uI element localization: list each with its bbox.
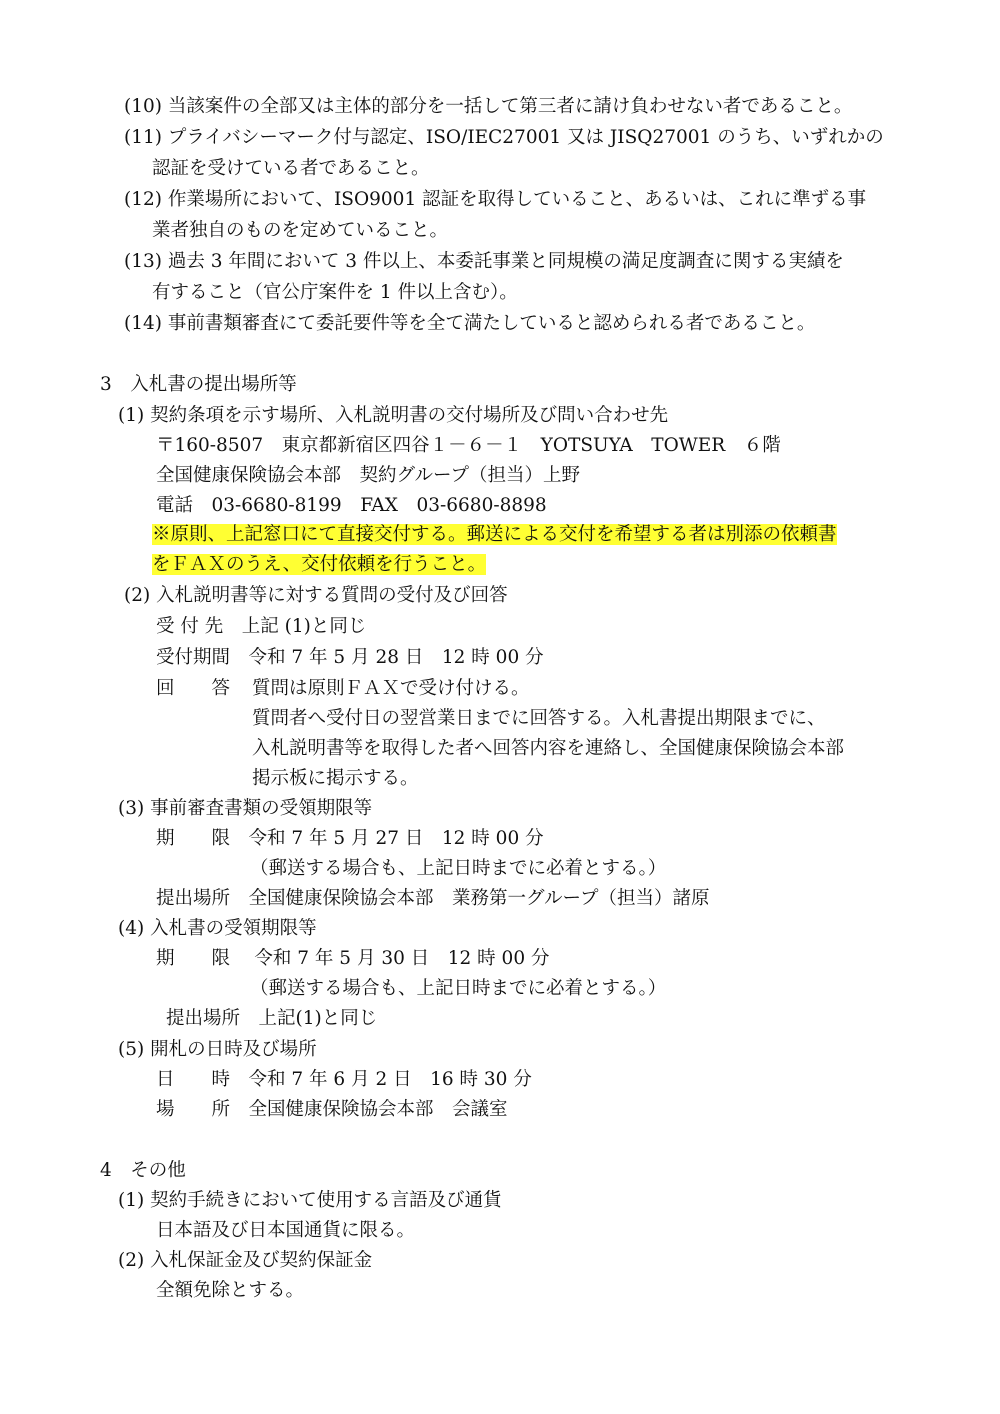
requirement-10: (10) 当該案件の全部又は主体的部分を一括して第三者に請け負わせない者であること。 — [124, 96, 853, 117]
section3-heading: 3 入札書の提出場所等 — [100, 374, 297, 395]
opening-datetime: 日 時 令和 7 年 6 月 2 日 16 時 30 分 — [156, 1069, 532, 1090]
requirement-12-cont: 業者独自のものを定めていること。 — [152, 220, 449, 241]
section4-item1-title: (1) 契約手続きにおいて使用する言語及び通貨 — [118, 1190, 502, 1211]
prescreen-mail-note: （郵送する場合も、上記日時までに必着とする。） — [250, 858, 667, 879]
opening-place: 場 所 全国健康保険協会本部 会議室 — [156, 1099, 508, 1120]
answer-line: 入札説明書等を取得した者へ回答内容を連絡し、全国健康保険協会本部 — [252, 738, 845, 759]
section4-heading: 4 その他 — [100, 1160, 186, 1181]
requirement-13: (13) 過去 3 年間において 3 件以上、本委託事業と同規模の満足度調査に関する実績を — [124, 251, 844, 272]
section3-item1-title: (1) 契約条項を示す場所、入札説明書の交付場所及び問い合わせ先 — [118, 405, 669, 426]
section3-item2-title: (2) 入札説明書等に対する質問の受付及び回答 — [124, 585, 508, 606]
section4-item1-body: 日本語及び日本国通貨に限る。 — [156, 1220, 416, 1241]
section3-item3-title: (3) 事前審査書類の受領期限等 — [118, 798, 373, 819]
requirement-14: (14) 事前書類審査にて委託要件等を全て満たしていると認められる者であること。 — [124, 313, 816, 334]
section4-item2-body: 全額免除とする。 — [156, 1280, 305, 1301]
reception-place: 受 付 先 上記 (1)と同じ — [156, 616, 367, 637]
section3-item5-title: (5) 開札の日時及び場所 — [118, 1039, 317, 1060]
prescreen-submit-place: 提出場所 全国健康保険協会本部 業務第一グループ（担当）諸原 — [156, 888, 710, 909]
contact-phone-fax: 電話 03-6680-8199 FAX 03-6680-8898 — [156, 495, 547, 516]
requirement-13-cont: 有すること（官公庁案件を 1 件以上含む）。 — [152, 282, 518, 303]
requirement-11: (11) プライバシーマーク付与認定、ISO/IEC27001 又は JISQ27001 のうち、いずれかの — [124, 127, 884, 148]
contact-org: 全国健康保険協会本部 契約グループ（担当）上野 — [156, 465, 581, 486]
answer-line: 質問者へ受付日の翌営業日までに回答する。入札書提出期限までに、 — [252, 708, 826, 729]
bid-submit-place: 提出場所 上記(1)と同じ — [166, 1008, 378, 1029]
reception-period: 受付期間 令和 7 年 5 月 28 日 12 時 00 分 — [156, 647, 544, 668]
section3-item4-title: (4) 入札書の受領期限等 — [118, 918, 317, 939]
requirement-11-cont: 認証を受けている者であること。 — [152, 158, 430, 179]
bid-deadline: 期 限 令和 7 年 5 月 30 日 12 時 00 分 — [156, 948, 550, 969]
section4-item2-title: (2) 入札保証金及び契約保証金 — [118, 1250, 373, 1271]
requirement-12: (12) 作業場所において、ISO9001 認証を取得していること、あるいは、これに準ずる事 — [124, 189, 867, 210]
answer-line: 掲示板に掲示する。 — [252, 768, 419, 789]
answer-label: 回 答 — [156, 678, 231, 699]
bid-mail-note: （郵送する場合も、上記日時までに必着とする。） — [250, 978, 667, 999]
prescreen-deadline: 期 限 令和 7 年 5 月 27 日 12 時 00 分 — [156, 828, 544, 849]
highlighted-notice-line1: ※原則、上記窓口にて直接交付する。郵送による交付を希望する者は別添の依頼書 — [152, 524, 837, 545]
answer-line: 質問は原則ＦＡＸで受け付ける。 — [252, 678, 530, 699]
address: 〒160-8507 東京都新宿区四谷１－６－１ YOTSUYA TOWER ６階 — [156, 435, 781, 456]
highlighted-notice-line2: をＦＡＸのうえ、交付依頼を行うこと。 — [152, 554, 487, 575]
